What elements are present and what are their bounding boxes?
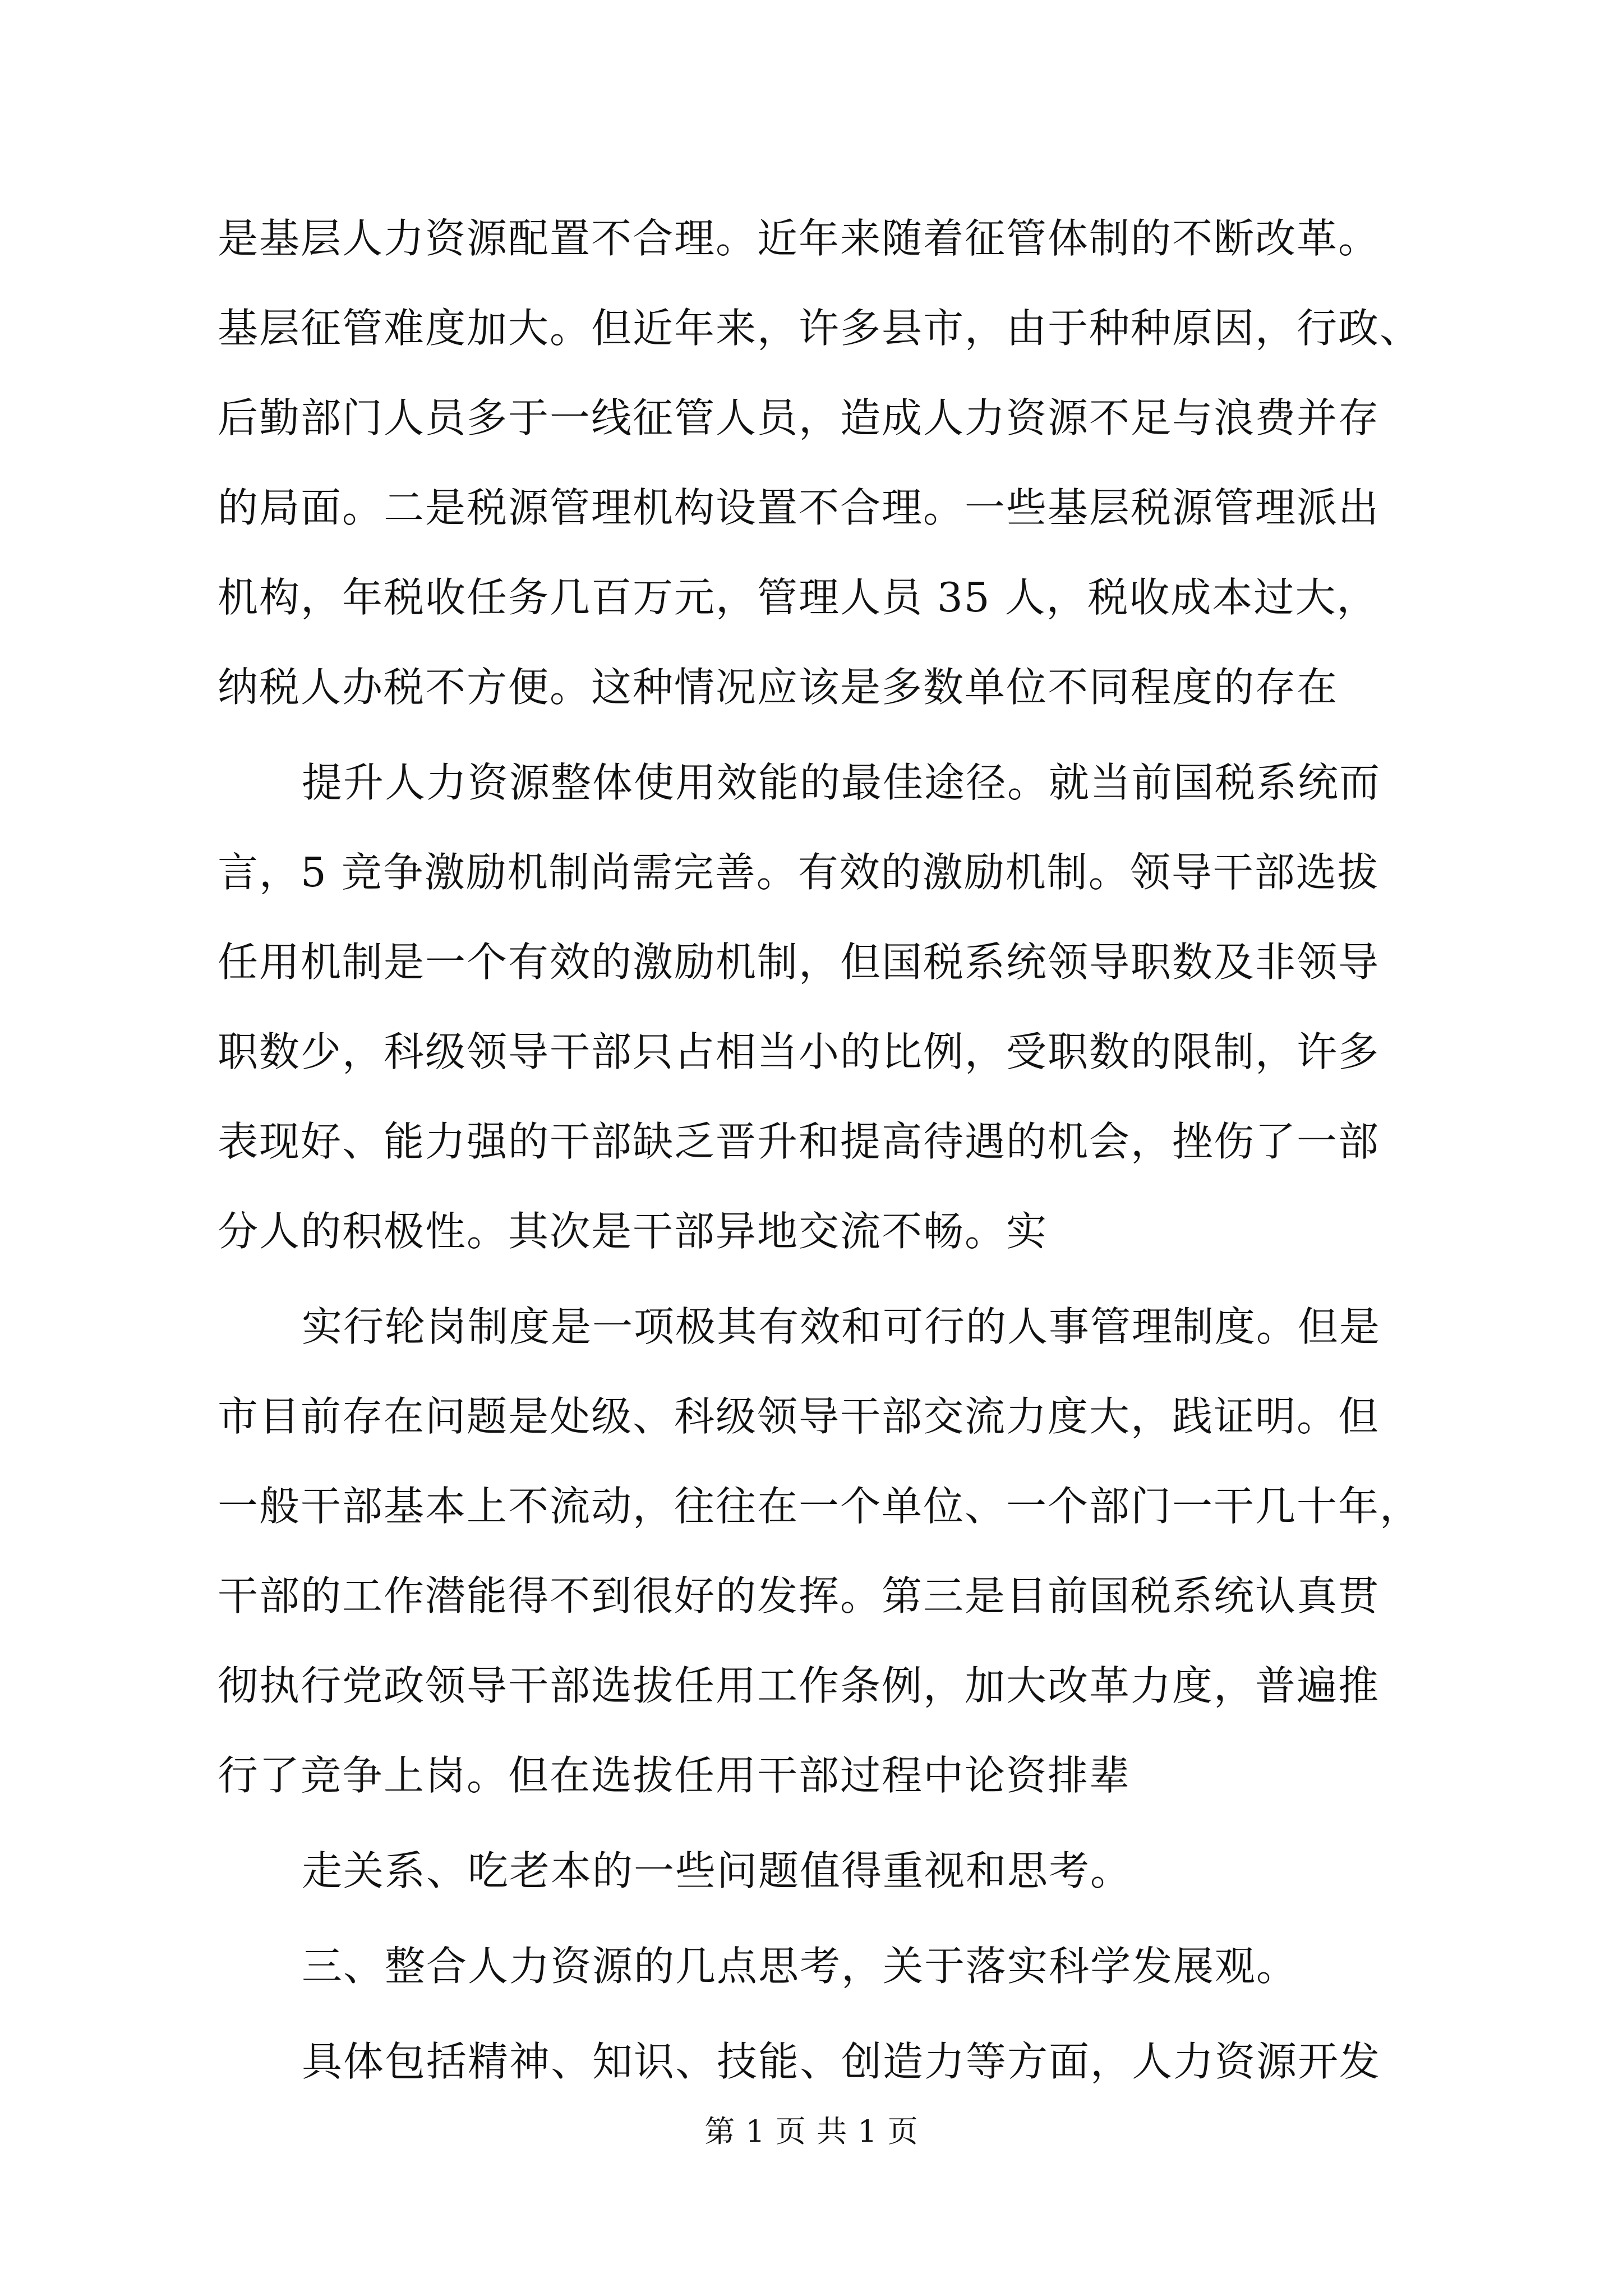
text-line: 行了竞争上岗。但在选拔任用干部过程中论资排辈 (218, 1752, 1131, 1799)
text-line: 基层征管难度加大。但近年来，许多县市，由于种种原因，行政、 (218, 305, 1422, 352)
text-line: 任用机制是一个有效的激励机制，但国税系统领导职数及非领导 (218, 938, 1380, 986)
section-heading: 三、整合人力资源的几点思考，关于落实科学发展观。 (302, 1943, 1298, 1990)
text-line: 市目前存在问题是处级、科级领导干部交流力度大，践证明。但 (218, 1393, 1380, 1440)
text-line: 的局面。二是税源管理机构设置不合理。一些基层税源管理派出 (218, 484, 1380, 531)
text-line: 彻执行党政领导干部选拔任用工作条例，加大改革力度，普遍推 (218, 1662, 1380, 1709)
text-line: 一般干部基本上不流动，往往在一个单位、一个部门一干几十年， (218, 1483, 1422, 1530)
text-line: 职数少，科级领导干部只占相当小的比例，受职数的限制，许多 (218, 1028, 1380, 1075)
paragraph-first-line: 走关系、吃老本的一些问题值得重视和思考。 (302, 1847, 1132, 1894)
paragraph-first-line: 具体包括精神、知识、技能、创造力等方面，人力资源开发 (302, 2038, 1381, 2085)
paragraph-first-line: 提升人力资源整体使用效能的最佳途径。就当前国税系统而 (302, 759, 1381, 806)
text-line: 表现好、能力强的干部缺乏晋升和提高待遇的机会，挫伤了一部 (218, 1118, 1380, 1165)
text-line: 后勤部门人员多于一线征管人员，造成人力资源不足与浪费并存 (218, 394, 1380, 441)
text-line: 是基层人力资源配置不合理。近年来随着征管体制的不断改革。 (218, 215, 1380, 262)
page-footer: 第 1 页 共 1 页 (704, 2114, 919, 2149)
text-line: 分人的积极性。其次是干部异地交流不畅。实 (218, 1208, 1048, 1255)
text-line: 干部的工作潜能得不到很好的发挥。第三是目前国税系统认真贯 (218, 1572, 1380, 1619)
paragraph-first-line: 实行轮岗制度是一项极其有效和可行的人事管理制度。但是 (302, 1303, 1381, 1350)
text-line: 机构，年税收任务几百万元，管理人员 35 人，税收成本过大， (218, 574, 1378, 621)
text-line: 言，5 竞争激励机制尚需完善。有效的激励机制。领导干部选拔 (218, 849, 1379, 896)
text-line: 纳税人办税不方便。这种情况应该是多数单位不同程度的存在 (218, 664, 1339, 711)
